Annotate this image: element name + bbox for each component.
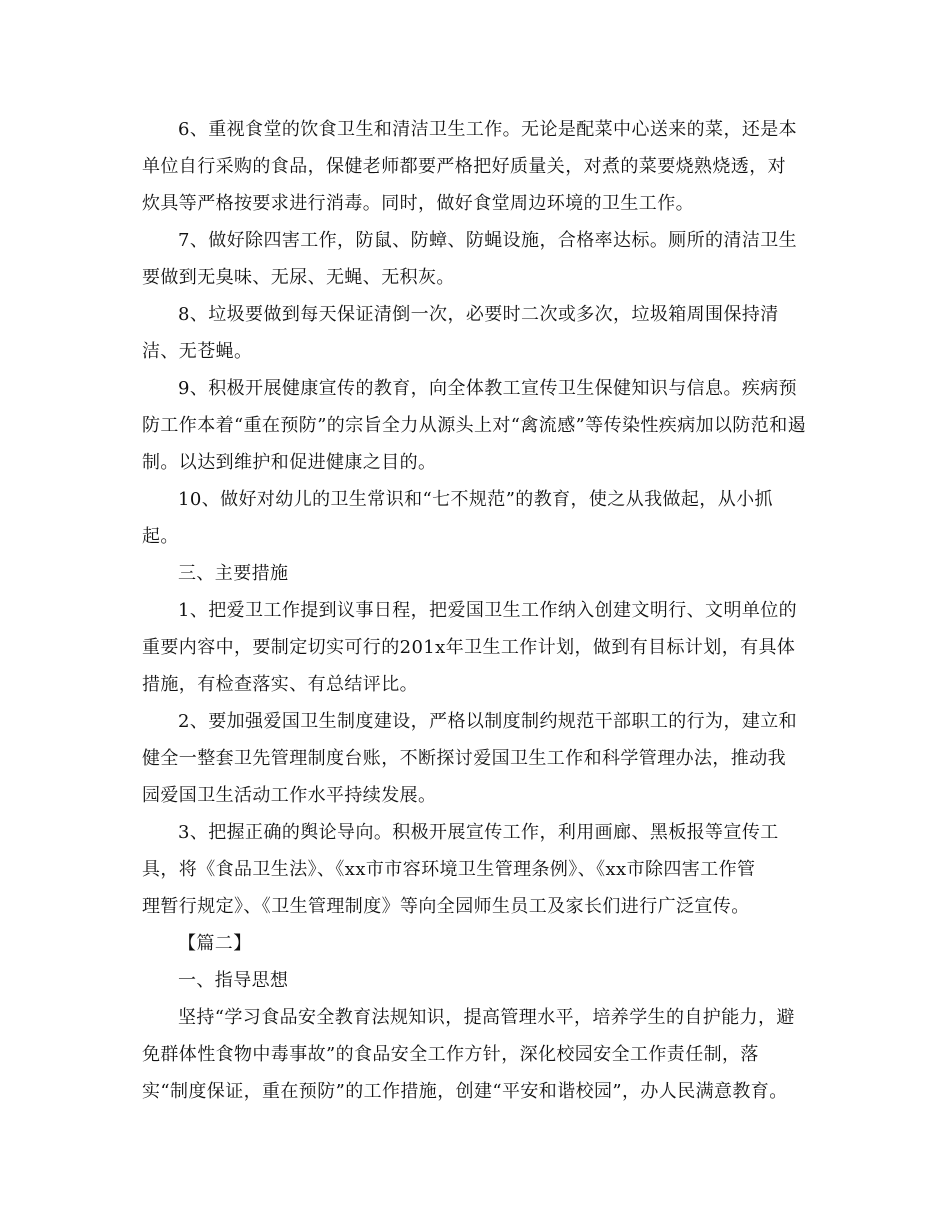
measure-2-line-3: 园爱国卫生活动工作水平持续发展。 bbox=[142, 785, 437, 806]
paragraph-8-line-1: 8、垃圾要做到每天保证清倒一次，必要时二次或多次，垃圾箱周围保持清 bbox=[178, 304, 779, 325]
paragraph-10-line-2: 起。 bbox=[142, 526, 179, 547]
paragraph-8-line-2: 洁、无苍蝇。 bbox=[142, 341, 253, 362]
measure-3-line-2: 具，将《食品卫生法》、《xx市市容环境卫生管理条例》、《xx市除四害工作管 bbox=[142, 859, 756, 880]
guiding-ideology-line-3: 实“制度保证，重在预防”的工作措施，创建“平安和谐校园”，办人民满意教育。 bbox=[142, 1081, 788, 1102]
paragraph-7-line-2: 要做到无臭味、无尿、无蝇、无积灰。 bbox=[142, 267, 455, 288]
guiding-ideology-line-1: 坚持“学习食品安全教育法规知识，提高管理水平，培养学生的自护能力，避 bbox=[178, 1007, 795, 1028]
guiding-ideology-line-2: 免群体性食物中毒事故”的食品安全工作方针，深化校园安全工作责任制，落 bbox=[142, 1044, 759, 1065]
paragraph-6-line-1: 6、重视食堂的饮食卫生和清洁卫生工作。无论是配菜中心送来的菜，还是本 bbox=[178, 119, 798, 140]
paragraph-10-line-1: 10、做好对幼儿的卫生常识和“七不规范”的教育，使之从我做起，从小抓 bbox=[178, 489, 773, 510]
measure-2-line-2: 健全一整套卫先管理制度台账，不断探讨爱国卫生工作和科学管理办法，推动我 bbox=[142, 748, 786, 769]
paragraph-9-line-3: 制。以达到维护和促进健康之目的。 bbox=[142, 452, 437, 473]
section-heading-main-measures: 三、主要措施 bbox=[178, 563, 289, 584]
measure-3-line-1: 3、把握正确的舆论导向。积极开展宣传工作，利用画廊、黑板报等宣传工 bbox=[178, 822, 779, 843]
measure-3-line-3: 理暂行规定》、《卫生管理制度》等向全园师生员工及家长们进行广泛宣传。 bbox=[142, 896, 750, 917]
paragraph-9-line-2: 防工作本着“重在预防”的宗旨全力从源头上对“禽流感”等传染性疾病加以防范和遏 bbox=[142, 415, 807, 436]
measure-2-line-1: 2、要加强爱国卫生制度建设，严格以制度制约规范干部职工的行为，建立和 bbox=[178, 711, 798, 732]
section-heading-guiding-ideology: 一、指导思想 bbox=[178, 970, 289, 991]
paragraph-7-line-1: 7、做好除四害工作，防鼠、防蟑、防蝇设施，合格率达标。厕所的清洁卫生 bbox=[178, 230, 798, 251]
measure-1-line-2: 重要内容中，要制定切实可行的201x年卫生工作计划，做到有目标计划，有具体 bbox=[142, 637, 796, 658]
paragraph-6-line-2: 单位自行采购的食品，保健老师都要严格把好质量关，对煮的菜要烧熟烧透，对 bbox=[142, 156, 786, 177]
paragraph-6-line-3: 炊具等严格按要求进行消毒。同时，做好食堂周边环境的卫生工作。 bbox=[142, 193, 694, 214]
part-two-heading: 【篇二】 bbox=[178, 933, 252, 954]
measure-1-line-1: 1、把爱卫工作提到议事日程，把爱国卫生工作纳入创建文明行、文明单位的 bbox=[178, 600, 798, 621]
paragraph-9-line-1: 9、积极开展健康宣传的教育，向全体教工宣传卫生保健知识与信息。疾病预 bbox=[178, 378, 798, 399]
measure-1-line-3: 措施，有检查落实、有总结评比。 bbox=[142, 674, 418, 695]
